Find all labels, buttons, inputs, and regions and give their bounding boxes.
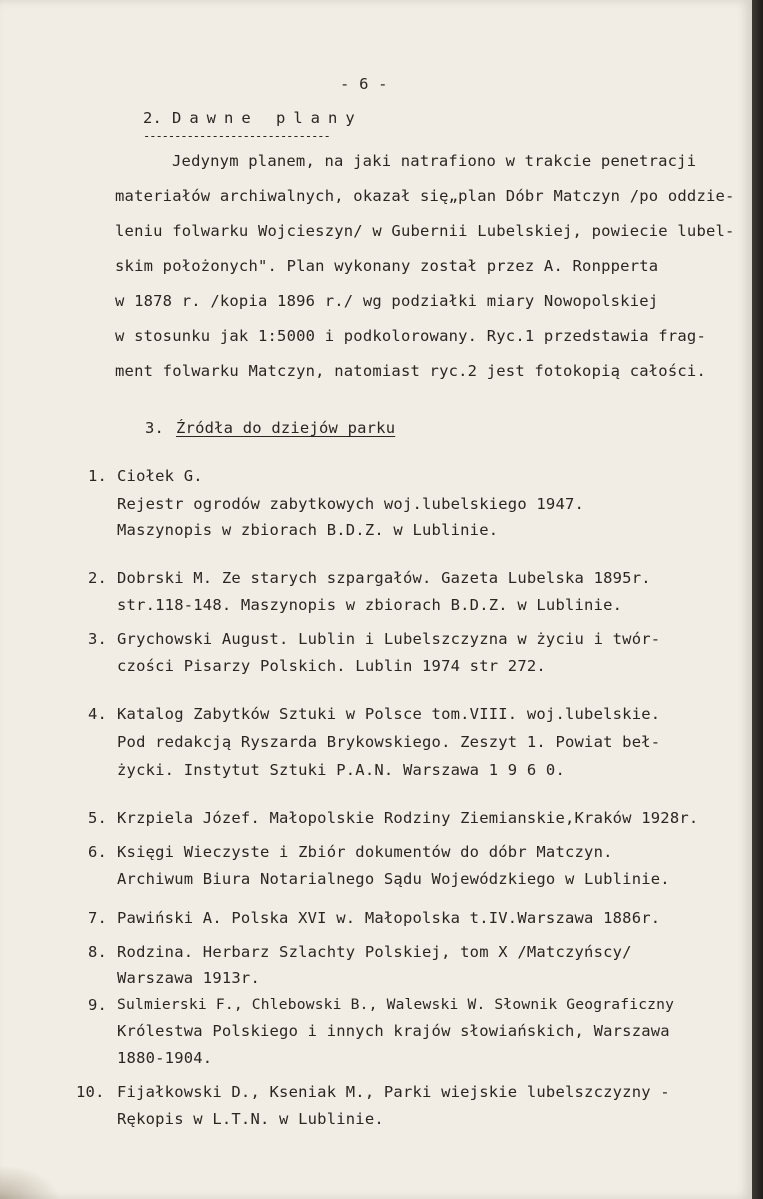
section-3-number: 3. [145, 419, 165, 437]
source-line: str.118-148. Maszynopis w zbiorach B.D.Z. w Lublinie. [117, 596, 623, 614]
source-line: Dobrski M. Ze starych szpargałów. Gazeta Lubelska 1895r. [117, 569, 651, 587]
section-2-title: Dawne plany [172, 109, 363, 127]
page-number: - 6 - [340, 75, 388, 93]
section-2-line: materiałów archiwalnych, okazał się„plan Dóbr Matczyn /po oddzie- [115, 187, 735, 205]
source-line: Pod redakcją Ryszarda Brykowskiego. Zeszyt 1. Powiat beł- [117, 733, 661, 751]
paper-stain [0, 1165, 60, 1199]
source-number: 5. [88, 809, 108, 827]
source-line: Fijałkowski D., Kseniak M., Parki wiejskie lubelszczyzny - [117, 1083, 670, 1101]
source-line: Archiwum Biura Notarialnego Sądu Wojewódzkiego w Lublinie. [117, 870, 670, 888]
source-line: Katalog Zabytków Sztuki w Polsce tom.VIII. woj.lubelskie. [117, 705, 661, 723]
source-line: życki. Instytut Sztuki P.A.N. Warszawa 1 9 6 0. [117, 761, 565, 779]
source-line: Warszawa 1913r. [117, 969, 260, 987]
source-line: czości Pisarzy Polskich. Lublin 1974 str 272. [117, 657, 546, 675]
section-2-number: 2. [143, 109, 163, 127]
source-number: 10. [76, 1083, 105, 1101]
source-line: Sulmierski F., Chlebowski B., Walewski W. Słownik Geograficzny [117, 996, 675, 1013]
source-line: 1880-1904. [117, 1049, 213, 1067]
source-line: Pawiński A. Polska XVI w. Małopolska t.IV.Warszawa 1886r. [117, 909, 661, 927]
source-line: Krzpiela Józef. Małopolskie Rodziny Ziemianskie,Kraków 1928r. [117, 809, 699, 827]
section-2-line: w 1878 r. /kopia 1896 r./ wg podziałki miary Nowopolskiej [115, 292, 659, 310]
source-line: Rodzina. Herbarz Szlachty Polskiej, tom X /Matczyńscy/ [117, 943, 632, 961]
source-line: Królestwa Polskiego i innych krajów słowiańskich, Warszawa [117, 1022, 670, 1040]
section-2-line: w stosunku jak 1:5000 i podkolorowany. Ryc.1 przedstawia frag- [115, 327, 706, 345]
source-number: 6. [88, 843, 108, 861]
section-2-line: leniu folwarku Wojcieszyn/ w Gubernii Lubelskiej, powiecie lubel- [115, 222, 735, 240]
source-line: Rejestr ogrodów zabytkowych woj.lubelskiego 1947. [117, 495, 585, 513]
source-number: 8. [88, 943, 108, 961]
source-line: Grychowski August. Lublin i Lubelszczyzna w życiu i twór- [117, 630, 661, 648]
source-number: 4. [88, 705, 108, 723]
source-number: 3. [88, 630, 108, 648]
section-2-line: ment folwarku Matczyn, natomiast ryc.2 jest fotokopią całości. [115, 362, 706, 380]
section-2-line: Jedynym planem, na jaki natrafiono w trakcie penetracji [172, 152, 697, 170]
source-line: Ciołek G. [117, 467, 203, 485]
source-line: Maszynopis w zbiorach B.D.Z. w Lublinie. [117, 521, 499, 539]
section-2-line: skim położonych". Plan wykonany został przez A. Ronpperta [115, 257, 659, 275]
source-number: 2. [88, 569, 108, 587]
section-3-title: Źródła do dziejów parku [176, 419, 396, 437]
source-number: 1. [88, 467, 108, 485]
source-number: 9. [88, 996, 108, 1014]
source-number: 7. [88, 909, 108, 927]
scan-edge [752, 0, 763, 1199]
source-line: Rękopis w L.T.N. w Lublinie. [117, 1110, 384, 1128]
section-2-title-underline: ------------------------------ [143, 129, 330, 143]
source-line: Księgi Wieczyste i Zbiór dokumentów do dóbr Matczyn. [117, 843, 613, 861]
